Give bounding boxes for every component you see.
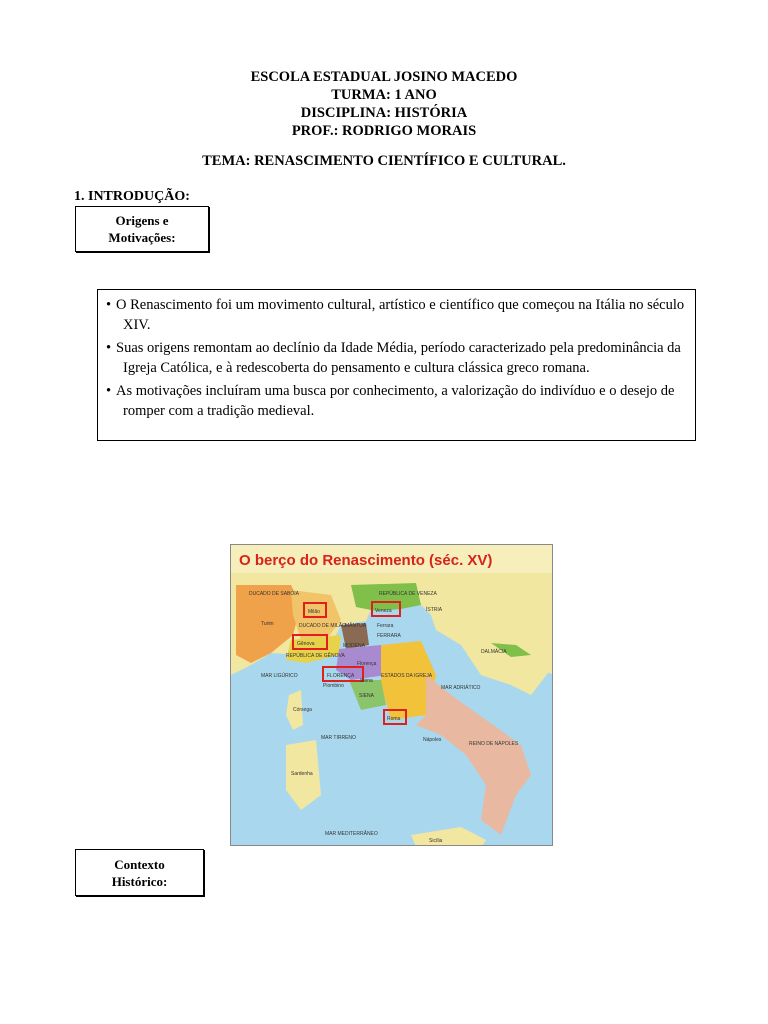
map-label: Florença <box>357 661 377 667</box>
bullet-symbol: • <box>106 340 112 356</box>
map-label: FLORENÇA <box>327 673 355 679</box>
map-label: REPÚBLICA DE GÊNOVA <box>286 653 345 659</box>
map-label: Veneza <box>375 608 392 614</box>
bullet-item <box>106 339 687 378</box>
map-label: Ferrara <box>377 623 394 629</box>
label-box-origens <box>75 206 209 252</box>
map-label: SIENA <box>359 693 375 699</box>
document-theme: TEMA: RENASCIMENTO CIENTÍFICO E CULTURAL. <box>202 153 566 169</box>
bullet-item <box>106 296 687 335</box>
map-label: Nápoles <box>423 737 442 743</box>
map-title: O berço do Renascimento (séc. XV) <box>239 552 493 569</box>
bullet-box-origens <box>97 289 696 441</box>
label-line: Origens e <box>115 213 169 228</box>
bullet-symbol: • <box>106 383 112 399</box>
map-label: MAR LIGÚRICO <box>261 673 298 679</box>
map-label: Córsega <box>293 707 312 713</box>
bullet-symbol: • <box>106 297 112 313</box>
renaissance-map <box>230 544 553 846</box>
map-label: ÍSTRIA <box>426 607 443 613</box>
map-label: MÂNTUA <box>345 623 367 629</box>
map-label: Roma <box>387 716 401 722</box>
map-label: REPÚBLICA DE VENEZA <box>379 591 437 597</box>
map-label: Gênova <box>297 641 315 647</box>
bullet-text: Suas origens remontam ao declínio da Idade Média, período caracterizado pela predominância da Igreja Católica, e à redescoberta do pensamento e cultura clássica greco romana. <box>116 340 681 376</box>
map-label: Siena <box>360 678 373 684</box>
bullet-item <box>106 382 687 421</box>
label-line: Motivações: <box>108 230 176 245</box>
map-veneza <box>351 583 421 611</box>
school-name: ESCOLA ESTADUAL JOSINO MACEDO <box>250 69 518 85</box>
document-header <box>0 68 768 140</box>
label-line: Histórico: <box>111 873 168 889</box>
bullet-text: As motivações incluíram uma busca por conhecimento, a valorização do indivíduo e o desejo de romper com a tradição medieval. <box>116 383 675 419</box>
map-label: MODENA <box>343 643 365 649</box>
subject-info: DISCIPLINA: HISTÓRIA <box>300 105 468 121</box>
label-box-contexto <box>75 849 204 896</box>
map-label: Piombino <box>323 683 344 689</box>
map-label: Milão <box>308 609 320 615</box>
section-heading-introducao: 1. INTRODUÇÃO: <box>74 189 190 204</box>
teacher-info: PROF.: RODRIGO MORAIS <box>291 123 477 139</box>
map-label: DUCADO DE MILÃO <box>299 623 346 629</box>
bullet-text: O Renascimento foi um movimento cultural, artístico e científico que começou na Itália no século XIV. <box>116 297 685 333</box>
map-label: MAR ADRIÁTICO <box>441 685 481 691</box>
map-label: FERRARA <box>377 633 401 639</box>
map-label: MAR MEDITERRÂNEO <box>325 831 378 837</box>
map-label: Sardenha <box>291 771 313 777</box>
map-label: Sicília <box>429 838 443 844</box>
map-label: DALMÁCIA <box>481 649 507 655</box>
label-line: Contexto <box>114 856 165 872</box>
map-label: DUCADO DE SABÓIA <box>249 591 300 597</box>
class-info: TURMA: 1 ANO <box>331 87 437 103</box>
map-label: MAR TIRRENO <box>321 735 356 741</box>
map-label: REINO DE NÁPOLES <box>469 741 519 747</box>
map-label: Turim <box>261 621 274 627</box>
map-label: ESTADOS DA IGREJA <box>381 673 433 679</box>
